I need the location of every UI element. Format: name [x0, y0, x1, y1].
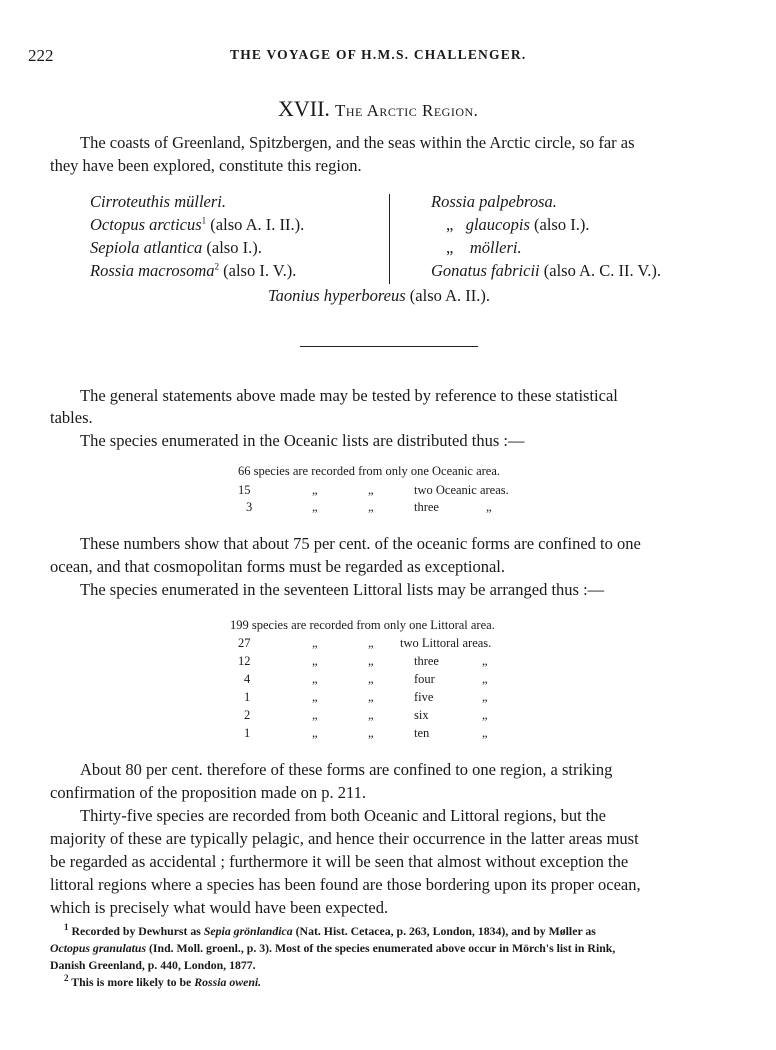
ditto-mark: „ — [312, 690, 318, 704]
section-name: The Arctic Region. — [334, 101, 479, 120]
footnote-ref: 2 — [214, 261, 220, 272]
species-right-1 — [431, 192, 557, 212]
row-count: 1 — [244, 726, 251, 740]
row-text: six — [414, 708, 429, 722]
general-line-2: tables. — [50, 408, 93, 427]
ditto-mark: „ — [486, 500, 492, 514]
littoral-row-3 — [238, 654, 488, 669]
row-count: 2 — [244, 708, 251, 722]
species-name: Gonatus fabricii — [431, 261, 540, 280]
species-note: (also A. II.). — [405, 286, 490, 305]
oceanic-summary-line-2: ocean, and that cosmopolitan forms must be regarded as exceptional. — [50, 557, 505, 576]
footnote-1-line-1 — [64, 924, 596, 939]
species-note: (also I.). — [529, 215, 590, 234]
oceanic-row-1 — [238, 464, 500, 479]
row-text: four — [414, 672, 435, 686]
footnote-italic: Octopus granulatus — [50, 941, 147, 955]
row-count: 3 — [246, 500, 253, 514]
species-name: Sepiola atlantica — [90, 238, 203, 257]
intro-line-2: they have been explored, constitute this region. — [50, 156, 362, 175]
row-count: 199 — [230, 618, 249, 632]
row-text: two Littoral areas. — [400, 636, 492, 650]
oceanic-summary-line-3: The species enumerated in the seventeen Littoral lists may be arranged thus :— — [80, 580, 605, 599]
ditto-mark: „ — [368, 483, 374, 497]
section-number: XVII. — [278, 96, 330, 121]
row-text: species are recorded from only one Littoral area. — [251, 618, 495, 632]
ditto-mark: „ — [312, 726, 318, 740]
ditto-mark: „ — [446, 238, 454, 257]
ditto-mark: „ — [368, 690, 374, 704]
littoral-row-2 — [238, 636, 492, 651]
row-count: 1 — [244, 690, 251, 704]
littoral-row-6 — [244, 708, 488, 723]
littoral-row-5 — [244, 690, 488, 705]
species-note: (also A. I. II.). — [206, 215, 305, 234]
ditto-mark: „ — [368, 654, 374, 668]
footnote-ref: 1 — [201, 215, 207, 226]
row-text: three — [414, 500, 439, 514]
running-title: THE VOYAGE OF H.M.S. CHALLENGER. — [230, 47, 527, 62]
species-right-2 — [446, 215, 589, 235]
ditto-mark: „ — [482, 726, 488, 740]
footnote-text: (Ind. Moll. groenl., p. 3). Most of the species enumerated above occur in Mörch's list in Rink, — [146, 941, 616, 955]
footnote-1-line-2 — [50, 941, 615, 956]
row-text: three — [414, 654, 439, 668]
row-text: five — [414, 690, 434, 704]
ditto-mark: „ — [368, 726, 374, 740]
ditto-mark: „ — [482, 654, 488, 668]
footnote-mark: 1 — [64, 922, 69, 933]
species-right-3 — [446, 238, 522, 258]
conclusion-line-4: majority of these are typically pelagic, and hence their occurrence in the latter areas must — [50, 829, 639, 848]
section-rule — [300, 346, 478, 347]
littoral-row-4 — [244, 672, 488, 687]
species-name: Octopus arcticus — [90, 215, 202, 234]
species-left-3 — [90, 238, 262, 258]
general-line-1: The general statements above made may be tested by reference to these statistical — [80, 386, 618, 405]
species-center — [268, 286, 490, 306]
species-name: glaucopis — [465, 215, 530, 234]
row-count: 4 — [244, 672, 251, 686]
conclusion-line-3: Thirty-five species are recorded from both Oceanic and Littoral regions, but the — [80, 806, 606, 825]
row-text: species are recorded from only one Oceanic area. — [253, 464, 501, 478]
footnote-mark: 2 — [64, 973, 69, 984]
species-name: Rossia macrosoma — [90, 261, 215, 280]
species-left-2 — [90, 215, 304, 235]
footnote-italic: Rossia oweni. — [194, 975, 262, 989]
page-number: 222 — [28, 46, 54, 65]
ditto-mark: „ — [312, 483, 318, 497]
general-line-3: The species enumerated in the Oceanic lists are distributed thus :— — [80, 431, 525, 450]
oceanic-row-3 — [246, 500, 492, 515]
ditto-mark: „ — [312, 636, 318, 650]
footnote-1-line-3: Danish Greenland, p. 440, London, 1877. — [50, 958, 256, 972]
ditto-mark: „ — [368, 708, 374, 722]
species-name: Rossia palpebrosa. — [431, 192, 557, 211]
ditto-mark: „ — [312, 708, 318, 722]
footnote-text: Recorded by Dewhurst as — [71, 924, 204, 938]
species-name: Taonius hyperboreus — [268, 286, 406, 305]
section-title — [278, 96, 478, 122]
ditto-mark: „ — [312, 672, 318, 686]
ditto-mark: „ — [312, 500, 318, 514]
oceanic-row-2 — [238, 483, 509, 498]
species-note: (also A. C. II. V.). — [539, 261, 661, 280]
species-note: (also I.). — [202, 238, 262, 257]
species-name: Cirroteuthis mülleri. — [90, 192, 226, 211]
conclusion-line-2: confirmation of the proposition made on p. 211. — [50, 783, 367, 802]
littoral-row-7 — [244, 726, 488, 741]
ditto-mark: „ — [482, 690, 488, 704]
ditto-mark: „ — [368, 636, 374, 650]
footnote-text: (Nat. Hist. Cetacea, p. 263, London, 1834), and by Møller as — [292, 924, 596, 938]
footnote-text: This is more likely to be — [71, 975, 195, 989]
row-count: 66 — [238, 464, 251, 478]
row-count: 15 — [238, 483, 251, 497]
species-left-4 — [90, 261, 296, 281]
column-divider — [389, 194, 390, 284]
footnote-2 — [64, 975, 261, 990]
species-note: (also I. V.). — [219, 261, 297, 280]
ditto-mark: „ — [482, 672, 488, 686]
row-count: 27 — [238, 636, 251, 650]
footnote-italic: Sepia grönlandica — [203, 924, 293, 938]
littoral-row-1 — [230, 618, 495, 633]
conclusion-line-7: which is precisely what would have been expected. — [50, 898, 389, 917]
oceanic-summary-line-1: These numbers show that about 75 per cent. of the oceanic forms are confined to one — [80, 534, 641, 553]
ditto-mark: „ — [446, 215, 454, 234]
conclusion-line-6: littoral regions where a species has been found are those bordering upon its proper ocean, — [50, 875, 641, 894]
ditto-mark: „ — [368, 500, 374, 514]
ditto-mark: „ — [368, 672, 374, 686]
ditto-mark: „ — [482, 708, 488, 722]
conclusion-line-1: About 80 per cent. therefore of these forms are confined to one region, a striking — [80, 760, 613, 779]
ditto-mark: „ — [312, 654, 318, 668]
row-count: 12 — [238, 654, 251, 668]
row-text: ten — [414, 726, 430, 740]
row-text: two Oceanic areas. — [414, 483, 509, 497]
species-left-1 — [90, 192, 226, 212]
species-right-4 — [431, 261, 661, 281]
species-name: mölleri. — [469, 238, 522, 257]
conclusion-line-5: be regarded as accidental ; furthermore it will be seen that almost without exception the — [50, 852, 629, 871]
intro-line-1: The coasts of Greenland, Spitzbergen, and the seas within the Arctic circle, so far as — [80, 133, 635, 152]
